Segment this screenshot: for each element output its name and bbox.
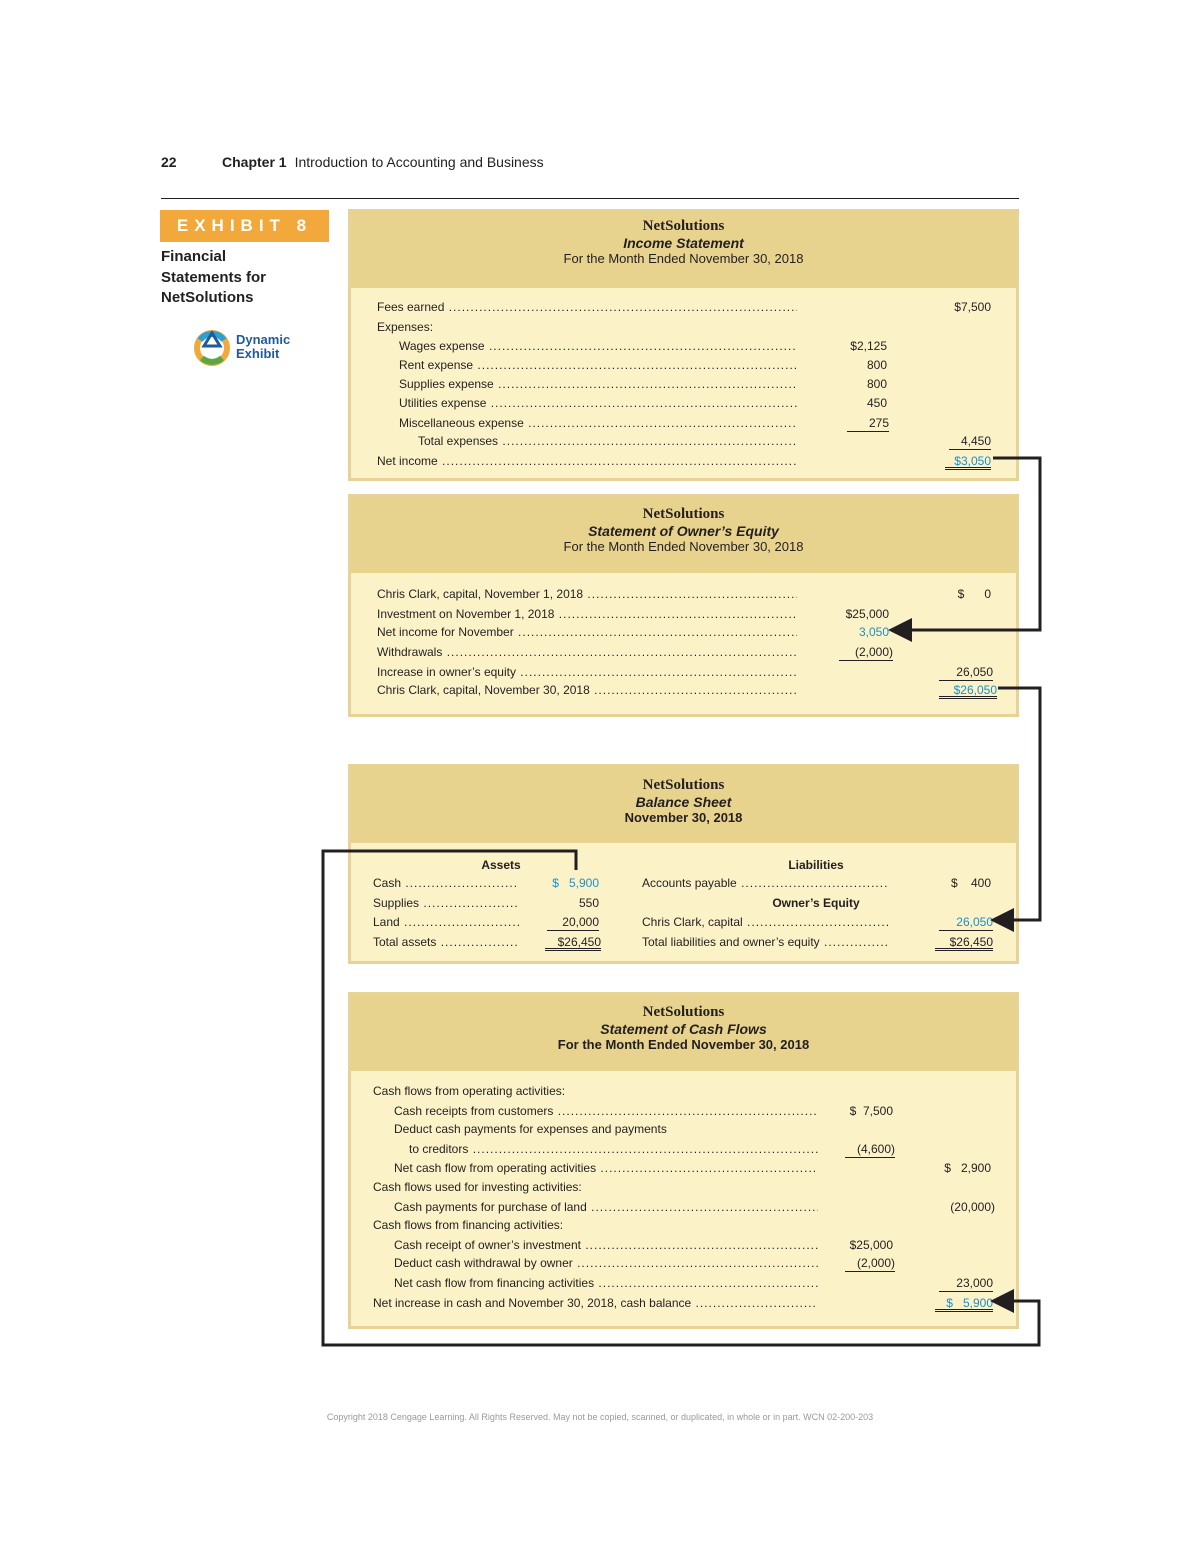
equity-row-right: $26,050	[939, 682, 997, 699]
cash-flow-row-label: Net increase in cash and November 30, 2018, cash balance .....	[373, 1295, 818, 1312]
cash-flow-row-label: Cash payments for purchase of land .....	[394, 1199, 818, 1216]
company-name: NetSolutions	[642, 777, 725, 793]
net-income-flow-arrow	[891, 458, 1040, 630]
dynamic-line: Dynamic	[236, 332, 291, 347]
asset-label: Land .....	[373, 914, 519, 931]
company-name: NetSolutions	[642, 218, 725, 234]
equity-row-label: Net income for November .....	[377, 624, 797, 641]
dynamic-line: Exhibit	[236, 346, 280, 361]
caption-line: NetSolutions	[161, 289, 254, 306]
statement-period: For the Month Ended November 30, 2018	[557, 1037, 810, 1052]
cash-flow-section-label: Cash flows from financing activities:	[373, 1218, 564, 1232]
total-liabilities-equity-value: $26,450	[935, 934, 993, 951]
net-income-label: Net income .....	[377, 453, 797, 470]
asset-value: 550	[578, 896, 599, 910]
liabilities-heading: Liabilities	[788, 858, 844, 872]
cash-flow-row-label: Deduct cash payments for expenses and payments	[394, 1122, 667, 1136]
cash-flow-section-label: Cash flows from operating activities:	[373, 1084, 566, 1098]
cash-flow-row-label: Net cash flow from operating activities .....	[394, 1160, 818, 1177]
asset-value: 20,000	[547, 914, 599, 931]
equity-row-label: Increase in owner’s equity .....	[377, 664, 797, 681]
capital-value: 26,050	[939, 914, 993, 931]
statement-period: For the Month Ended November 30, 2018	[563, 539, 804, 554]
expense-value: 800	[866, 358, 887, 372]
equity-row-right: 26,050	[939, 664, 993, 681]
cash-flow-row-label: Net cash flow from financing activities .....	[394, 1275, 818, 1292]
total-expenses-value: 4,450	[949, 433, 991, 450]
fees-earned-label: Fees earned .....	[377, 299, 797, 316]
expense-value: 800	[866, 377, 887, 391]
expense-value: 450	[866, 396, 887, 410]
expense-label: Wages expense .....	[399, 338, 797, 355]
equity-row-mid: (2,000)	[839, 644, 893, 661]
exhibit-label: EXHIBIT 8	[160, 210, 329, 242]
statement-title: Statement of Owner’s Equity	[588, 523, 779, 539]
cash-flow-row-right: $ 5,900	[935, 1295, 993, 1312]
chapter-label: Chapter 1	[222, 154, 287, 170]
chapter-title: Introduction to Accounting and Business	[294, 154, 544, 170]
owners-equity-heading: Owner’s Equity	[772, 896, 860, 910]
equity-row-right: $ 0	[957, 587, 991, 601]
caption-line: Statements for	[161, 268, 267, 286]
expense-label: Rent expense .....	[399, 357, 797, 374]
cash-flow-row-mid: $ 7,500	[849, 1104, 893, 1118]
cash-flow-row-mid: (2,000)	[845, 1255, 895, 1272]
cash-flow-row-right: $ 2,900	[944, 1161, 991, 1175]
statement-title: Balance Sheet	[635, 794, 732, 810]
equity-row-label: Investment on November 1, 2018 .....	[377, 606, 797, 623]
statement-title: Statement of Cash Flows	[600, 1021, 767, 1037]
expense-label: Utilities expense .....	[399, 395, 797, 412]
asset-label: Supplies .....	[373, 895, 519, 912]
copyright-notice: Copyright 2018 Cengage Learning. All Rights Reserved. May not be copied, scanned, or duplicated, in whole or in part. WCN 02-200-203	[326, 1412, 874, 1422]
equity-row-label: Withdrawals .....	[377, 644, 797, 661]
expense-label: Miscellaneous expense .....	[399, 415, 797, 432]
company-name: NetSolutions	[642, 506, 725, 522]
cash-flow-row-mid: (4,600)	[845, 1141, 895, 1158]
equity-row-mid: 3,050	[858, 625, 889, 639]
capital-label: Chris Clark, capital .....	[642, 914, 888, 931]
total-assets-value: $26,450	[545, 934, 601, 951]
asset-label: Cash .....	[373, 875, 519, 892]
caption-line: Financial	[161, 248, 227, 265]
cash-balance-flow-arrow	[323, 851, 1039, 1345]
equity-row-label: Chris Clark, capital, November 30, 2018 .....	[377, 682, 797, 699]
company-name: NetSolutions	[642, 1004, 725, 1020]
expense-label: Supplies expense .....	[399, 376, 797, 393]
cash-flow-row-label: Cash receipts from customers .....	[394, 1103, 818, 1120]
statement-period: November 30, 2018	[624, 810, 743, 825]
equity-row-label: Chris Clark, capital, November 1, 2018 .....	[377, 586, 797, 603]
fees-earned-value: $7,500	[954, 300, 991, 314]
assets-heading: Assets	[481, 858, 521, 872]
cash-flow-row-label: to creditors .....	[409, 1141, 818, 1158]
cash-flow-row-right: 23,000	[939, 1275, 993, 1292]
net-income-value: $3,050	[945, 453, 991, 470]
expenses-label: Expenses:	[377, 320, 434, 334]
total-expenses-label: Total expenses .....	[418, 433, 798, 450]
expense-value: 275	[847, 415, 889, 432]
statement-period: For the Month Ended November 30, 2018	[563, 251, 804, 266]
capital-flow-arrow	[993, 688, 1040, 920]
expense-value: $2,125	[850, 339, 887, 353]
total-assets-label: Total assets .....	[373, 934, 519, 951]
total-liabilities-equity-label: Total liabilities and owner’s equity .....	[642, 934, 888, 951]
cash-flow-row-right: (20,000)	[950, 1200, 995, 1214]
cash-flow-section-label: Cash flows used for investing activities:	[373, 1180, 582, 1194]
cash-flow-row-mid: $25,000	[849, 1238, 893, 1252]
cash-flow-row-label: Cash receipt of owner’s investment .....	[394, 1237, 818, 1254]
accounts-payable-value: $ 400	[950, 876, 991, 890]
asset-value: $ 5,900	[552, 876, 599, 890]
page-number: 22	[161, 154, 177, 170]
statement-title: Income Statement	[623, 235, 744, 251]
accounts-payable-label: Accounts payable .....	[642, 875, 888, 892]
cash-flow-row-label: Deduct cash withdrawal by owner .....	[394, 1255, 818, 1272]
equity-row-mid: $25,000	[845, 607, 889, 621]
